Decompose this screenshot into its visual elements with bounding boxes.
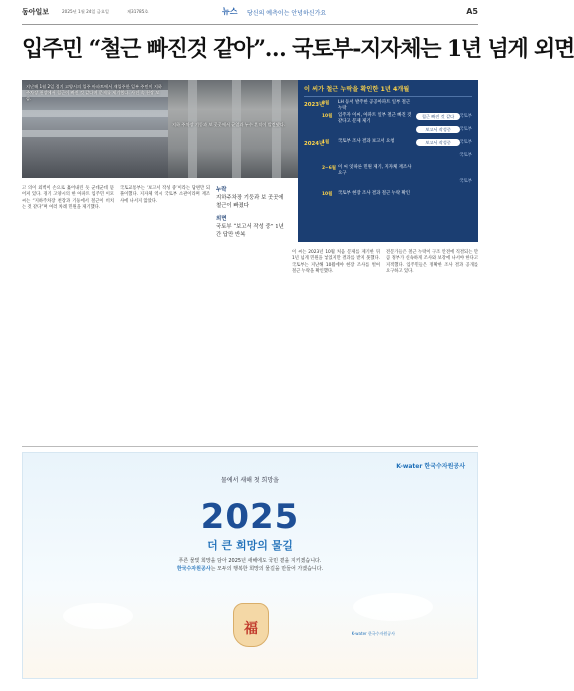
lucky-pouch-icon: 福 xyxy=(233,603,269,647)
pullquote-text: 국토부 “보고서 작성 중” 1년간 답만 반복 xyxy=(216,224,284,238)
ad-body-line-1: 푸른 물빛 희망을 담아 2025년 새해에도 국민 곁을 지키겠습니다. xyxy=(178,558,322,564)
timeline-actor: 국토부 xyxy=(459,127,472,132)
timeline-row xyxy=(304,100,472,113)
timeline-month: 1월 xyxy=(322,140,330,145)
page-number: A5 xyxy=(466,7,478,16)
timeline-graphic xyxy=(298,80,478,242)
timeline-month: 10월 xyxy=(322,192,333,197)
timeline-row xyxy=(304,139,472,152)
timeline-actor: 국토부 xyxy=(459,114,472,119)
timeline-row xyxy=(304,152,472,165)
divider xyxy=(22,446,478,447)
timeline-month: 10월 xyxy=(322,114,333,119)
headline: 입주민 “철근 빠진것 같아”… 국토부-지자체는 1년 넘게 외면 xyxy=(22,36,574,62)
advertiser-logo: K-water 한국수자원공사 xyxy=(396,463,465,470)
pullquote-block xyxy=(216,186,286,210)
article-column-1: 고 의이 외벽이 손으로 훑어내린 듯 군데군데 뜯어져 있다. 경기 고양시의 한 아파트 입주민 이모 씨는 “지하주차장 천장과 기둥에서 철근이 비치는 것 같다”며 여러 차례 민원을 제기했다. xyxy=(22,186,114,210)
timeline-bubble: 철근 빠진 것 같다 xyxy=(416,113,460,120)
article-column-3: 이 씨는 2023년 10월 처음 문제를 제기한 뒤 1년 넘게 민원을 넣었지만 결과를 받지 못했다. 국토부는 지난해 10월에야 현장 조사를 벌여 철근 누락을 확인했다. xyxy=(292,250,380,274)
newspaper-logo: 동아일보 xyxy=(22,8,50,16)
ad-tagline: 물에서 새해 첫 희망을 xyxy=(221,477,279,484)
timeline-actor: 국토부 xyxy=(459,153,472,158)
timeline-row xyxy=(304,113,472,126)
timeline-row xyxy=(304,165,472,178)
ad-year: 2025 xyxy=(200,497,300,537)
timeline-bubble: 보고서 작성중 xyxy=(416,139,460,146)
section-subtitle: 당신의 예측이는 안녕하신가요 xyxy=(247,10,327,17)
timeline-row xyxy=(304,191,472,204)
timeline-month: 8월 xyxy=(322,101,330,106)
pullquote-text: 지하주차장 기둥과 보 곳곳에 철근이 빠졌다 xyxy=(216,195,284,209)
timeline-year: 2023년 xyxy=(304,102,325,108)
timeline-actor: 국토부 xyxy=(459,140,472,145)
photo-caption-right: 지하 주차장 기둥과 보 곳곳에서 균열과 누수 흔적이 발견됐다. xyxy=(172,122,286,127)
section-name: 뉴스 xyxy=(222,7,238,16)
parking-column-photo xyxy=(168,80,298,178)
timeline-event: 입주자 이씨, 아파트 일부 철근 빠진 것 같다고 문제 제기 xyxy=(338,113,412,124)
timeline-event: LH 등서 발주한 공공아파트 일부 철근 누락 xyxy=(338,100,411,111)
advertisement[interactable] xyxy=(22,452,478,679)
timeline-event: 이 씨 잇따른 민원 제기, 지자체 재조사 요구 xyxy=(338,165,412,176)
timeline-row xyxy=(304,126,472,139)
timeline-year: 2024년 xyxy=(304,141,325,147)
pullquote-label: 외면 xyxy=(216,216,227,222)
article-column-4: 전문가들은 철근 누락이 구조 안전에 직결되는 만큼 정부가 신속하게 조사와 보강에 나서야 한다고 지적했다. 입주민들은 정확한 조사 결과 공개를 요구하고 있다. xyxy=(386,250,478,274)
pullquote xyxy=(216,186,286,244)
issue-date: 2025년 1월 24일 금요일 xyxy=(62,9,109,14)
parking-ceiling-photo xyxy=(22,80,168,178)
issue-number: 제31785호 xyxy=(127,9,149,14)
timeline-bubble: 보고서 작성중 xyxy=(416,126,460,133)
pullquote-label: 누락 xyxy=(216,187,227,193)
article-column-2: 국토교통부는 ‘보고서 작성 중’이라는 답변만 되풀이했다. 지자체 역시 국토부 소관이라며 재조사에 나서지 않았다. xyxy=(120,186,210,204)
masthead xyxy=(22,5,478,25)
timeline-month: 2~6월 xyxy=(322,166,337,171)
timeline-actor: 국토부 xyxy=(459,179,472,184)
timeline-title: 이 씨가 철근 누락을 확인한 1년 4개월 xyxy=(304,84,472,97)
ad-small-logo: K-water 한국수자원공사 xyxy=(351,631,395,636)
ad-body-line-2: 한국수자원공사는 모두의 행복한 희망의 물길을 만들어 가겠습니다. xyxy=(176,566,324,572)
pullquote-block xyxy=(216,215,286,239)
timeline-row xyxy=(304,178,472,191)
photo-caption-left: 지난해 1월 2일 경기 고양시의 입주 아파트에서 재입주한 일부 주민이 지하주차장 천장에서 철근이 빠진 것 같다며 문제를 제기했다. 사진 속 천장 모습. xyxy=(26,84,162,101)
timeline-event: 국토부 조사 결과 보고서 요청 xyxy=(338,139,395,144)
timeline-event: 국토부 현장 조사 결과 철근 누락 확인 xyxy=(338,191,410,196)
ad-slogan: 더 큰 희망의 물길 xyxy=(207,539,293,552)
